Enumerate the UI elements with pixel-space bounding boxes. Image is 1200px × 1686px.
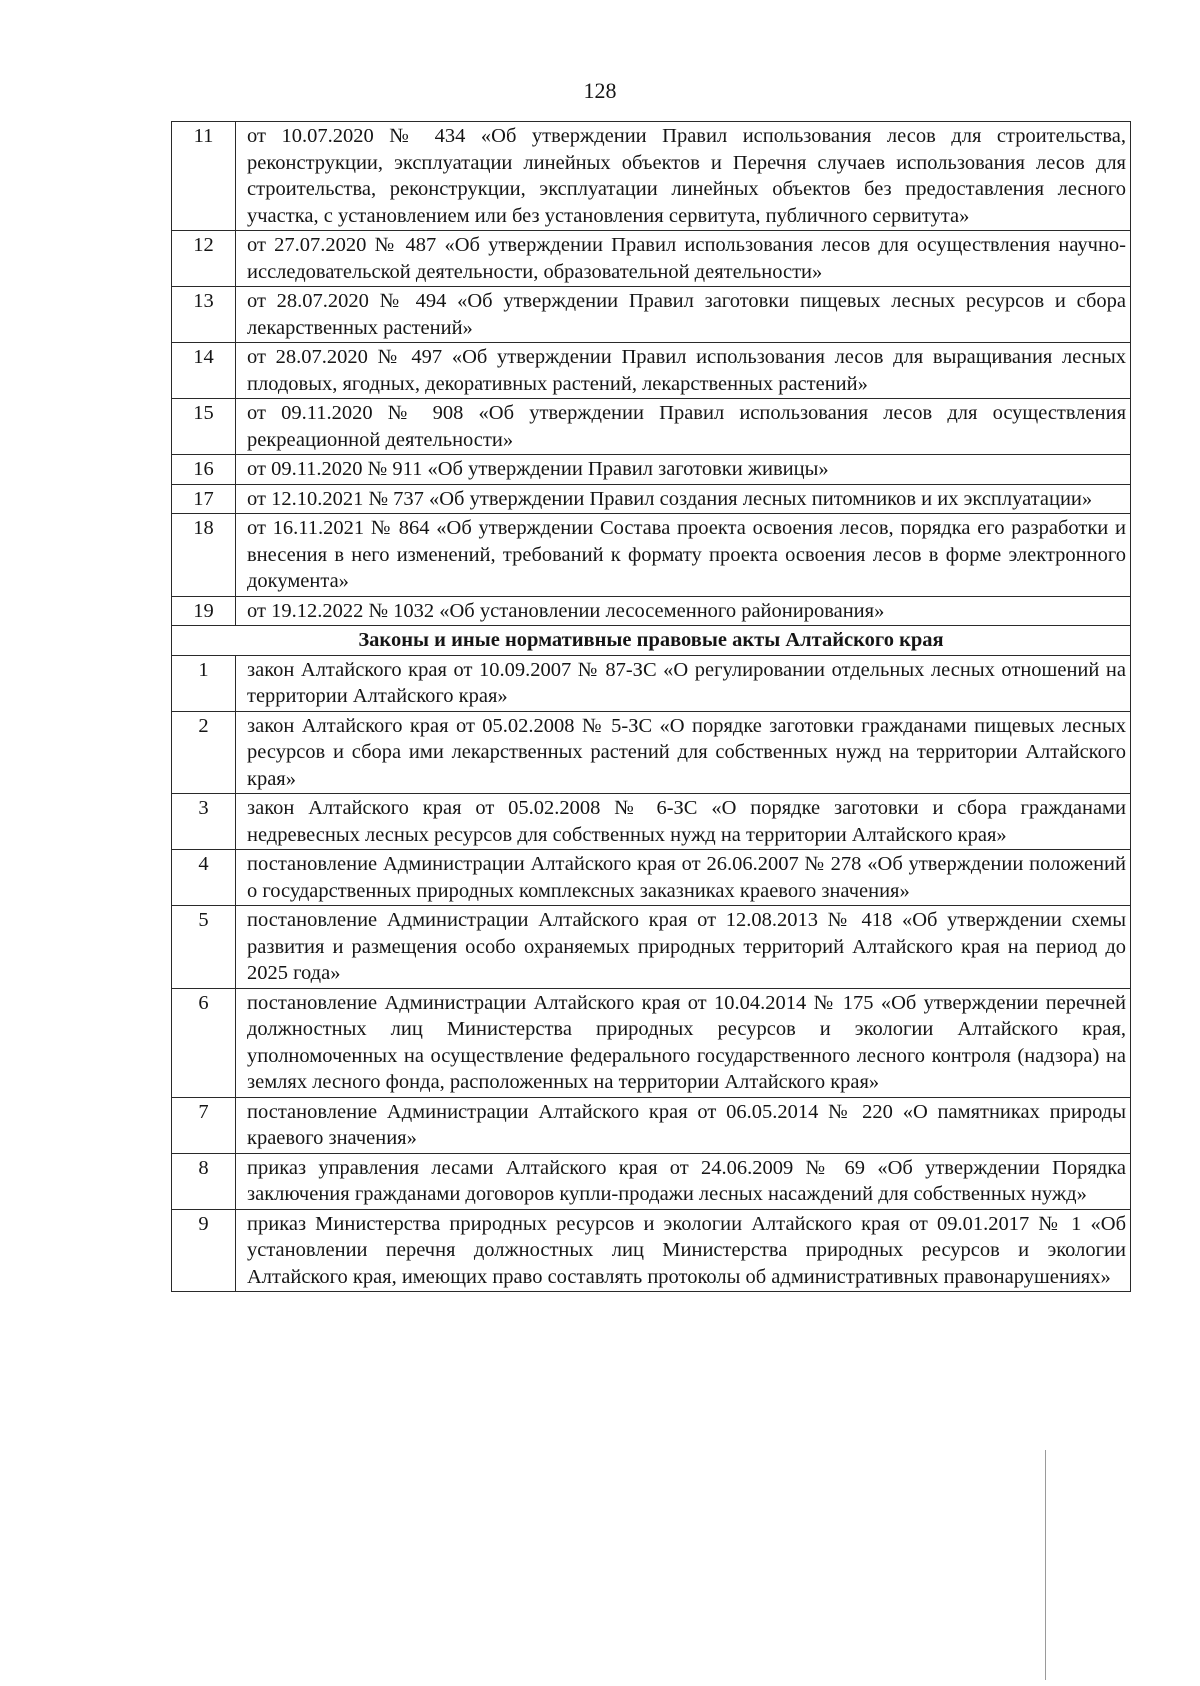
act-description: приказ Министерства природных ресурсов и экологии Алтайского края от 09.01.2017 № 1 «Об установлении перечня должностных лиц Министерства природных ресурсов и экологии Алтайского края, имеющих право составлять протоколы об административных правонарушениях» [236, 1209, 1131, 1292]
act-description: от 16.11.2021 № 864 «Об утверждении Состава проекта освоения лесов, порядка его разработки и внесения в него изменений, требований к формату проекта освоения лесов в форме электронного документа» [236, 514, 1131, 597]
row-number: 9 [172, 1209, 236, 1292]
table-row [172, 794, 1131, 850]
row-number: 8 [172, 1153, 236, 1209]
row-number: 12 [172, 231, 236, 287]
act-description: постановление Администрации Алтайского края от 10.04.2014 № 175 «Об утверждении перечней должностных лиц Министерства природных ресурсов и экологии Алтайского края, уполномоченных на осуществление федерального государственного лесного контроля (надзора) на землях лесного фонда, расположенных на территории Алтайского края» [236, 988, 1131, 1097]
table-row [172, 122, 1131, 231]
table-row [172, 988, 1131, 1097]
act-description: от 28.07.2020 № 497 «Об утверждении Правил использования лесов для выращивания лесных плодовых, ягодных, декоративных растений, лекарственных растений» [236, 343, 1131, 399]
act-description: от 09.11.2020 № 911 «Об утверждении Правил заготовки живицы» [236, 455, 1131, 485]
row-number: 6 [172, 988, 236, 1097]
table-row [172, 455, 1131, 485]
row-number: 14 [172, 343, 236, 399]
row-number: 16 [172, 455, 236, 485]
act-description: постановление Администрации Алтайского края от 26.06.2007 № 278 «Об утверждении положений о государственных природных комплексных заказниках краевого значения» [236, 850, 1131, 906]
table-row [172, 287, 1131, 343]
act-description: от 28.07.2020 № 494 «Об утверждении Правил заготовки пищевых лесных ресурсов и сбора лекарственных растений» [236, 287, 1131, 343]
row-number: 2 [172, 711, 236, 794]
act-description: от 19.12.2022 № 1032 «Об установлении лесосеменного районирования» [236, 596, 1131, 626]
act-description: закон Алтайского края от 10.09.2007 № 87-ЗС «О регулировании отдельных лесных отношений на территории Алтайского края» [236, 655, 1131, 711]
row-number: 1 [172, 655, 236, 711]
row-number: 19 [172, 596, 236, 626]
table-row [172, 399, 1131, 455]
row-number: 4 [172, 850, 236, 906]
row-number: 18 [172, 514, 236, 597]
act-description: приказ управления лесами Алтайского края от 24.06.2009 № 69 «Об утверждении Порядка заключения гражданами договоров купли-продажи лесных насаждений для собственных нужд» [236, 1153, 1131, 1209]
table-row [172, 484, 1131, 514]
table-body [172, 122, 1131, 1292]
scan-edge-mark [1045, 1450, 1046, 1680]
table-row [172, 711, 1131, 794]
legal-acts-table [171, 121, 1131, 1292]
act-description: от 12.10.2021 № 737 «Об утверждении Правил создания лесных питомников и их эксплуатации» [236, 484, 1131, 514]
table-row [172, 343, 1131, 399]
row-number: 13 [172, 287, 236, 343]
row-number: 5 [172, 906, 236, 989]
act-description: закон Алтайского края от 05.02.2008 № 6-ЗС «О порядке заготовки и сбора гражданами недревесных лесных ресурсов для собственных нужд на территории Алтайского края» [236, 794, 1131, 850]
table-row [172, 1153, 1131, 1209]
table-row [172, 514, 1131, 597]
table-row [172, 850, 1131, 906]
row-number: 15 [172, 399, 236, 455]
table-row [172, 655, 1131, 711]
act-description: от 09.11.2020 № 908 «Об утверждении Правил использования лесов для осуществления рекреационной деятельности» [236, 399, 1131, 455]
act-description: закон Алтайского края от 05.02.2008 № 5-ЗС «О порядке заготовки гражданами пищевых лесных ресурсов и сбора ими лекарственных растений для собственных нужд на территории Алтайского края» [236, 711, 1131, 794]
row-number: 17 [172, 484, 236, 514]
table-row [172, 596, 1131, 626]
table-row [172, 1097, 1131, 1153]
row-number: 3 [172, 794, 236, 850]
row-number: 11 [172, 122, 236, 231]
section-heading: Законы и иные нормативные правовые акты Алтайского края [172, 626, 1131, 656]
section-heading-row [172, 626, 1131, 656]
page-number: 128 [583, 78, 617, 103]
row-number: 7 [172, 1097, 236, 1153]
act-description: постановление Администрации Алтайского края от 12.08.2013 № 418 «Об утверждении схемы развития и размещения особо охраняемых природных территорий Алтайского края на период до 2025 года» [236, 906, 1131, 989]
table-row [172, 231, 1131, 287]
act-description: постановление Администрации Алтайского края от 06.05.2014 № 220 «О памятниках природы краевого значения» [236, 1097, 1131, 1153]
table-row [172, 906, 1131, 989]
table-row [172, 1209, 1131, 1292]
act-description: от 27.07.2020 № 487 «Об утверждении Правил использования лесов для осуществления научно-исследовательской деятельности, образовательной деятельности» [236, 231, 1131, 287]
act-description: от 10.07.2020 № 434 «Об утверждении Правил использования лесов для строительства, реконструкции, эксплуатации линейных объектов и Перечня случаев использования лесов для строительства, реконструкции, эксплуатации линейных объектов без предоставления лесного участка, с установлением или без установления сервитута, публичного сервитута» [236, 122, 1131, 231]
